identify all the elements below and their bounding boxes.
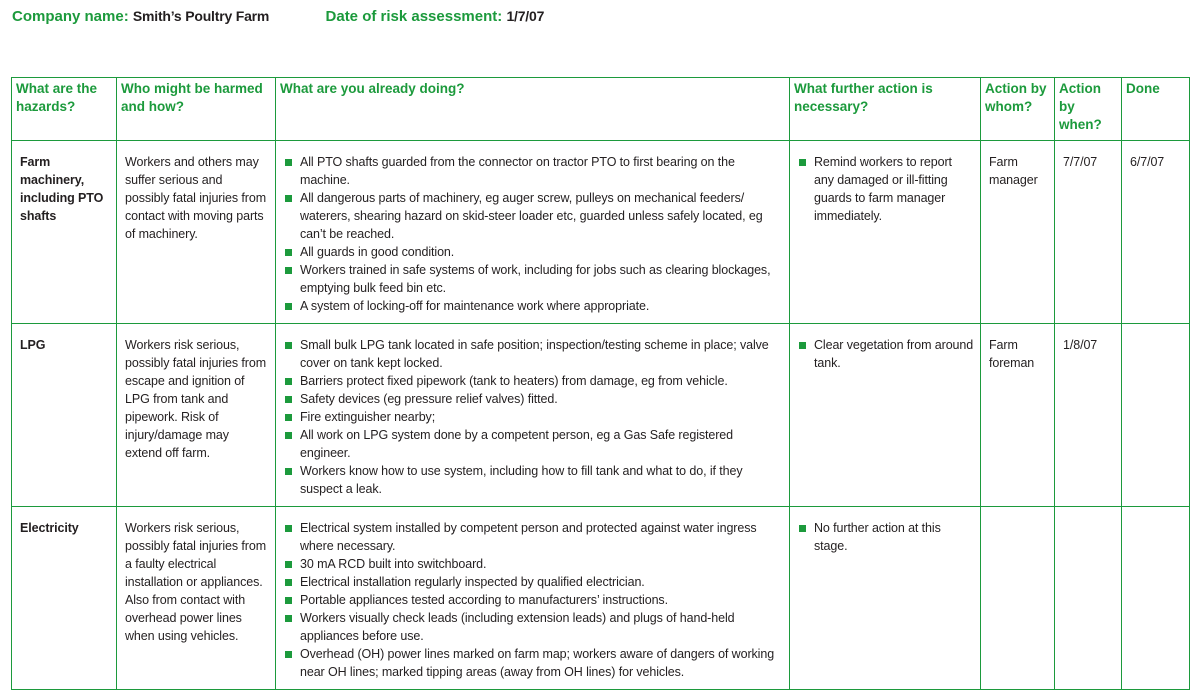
list-item: Barriers protect fixed pipework (tank to heaters) from damage, eg from vehicle. bbox=[284, 372, 783, 390]
list-item: Workers know how to use system, including how to fill tank and what to do, if they suspect a leak. bbox=[284, 462, 783, 498]
further-action-cell bbox=[790, 141, 981, 324]
list-item: Electrical system installed by competent person and protected against water ingress where necessary. bbox=[284, 519, 783, 555]
list-item: Workers trained in safe systems of work, including for jobs such as clearing blockages, emptying bulk feed bin etc. bbox=[284, 261, 783, 297]
by-when-cell bbox=[1055, 507, 1122, 690]
column-header-by-whom: Action by whom? bbox=[981, 78, 1055, 141]
hazard-cell: Farm machinery, including PTO shafts bbox=[12, 141, 117, 324]
document-header bbox=[12, 6, 544, 27]
list-item: A system of locking-off for maintenance work where appropriate. bbox=[284, 297, 783, 315]
further-action-cell bbox=[790, 507, 981, 690]
by-whom-cell: Farm foreman bbox=[981, 324, 1055, 507]
hazard-cell: Electricity bbox=[12, 507, 117, 690]
table-row bbox=[12, 141, 1190, 324]
list-item: Clear vegetation from around tank. bbox=[798, 336, 974, 372]
already-doing-cell bbox=[276, 141, 790, 324]
already-doing-cell bbox=[276, 507, 790, 690]
list-item: Small bulk LPG tank located in safe position; inspection/testing scheme in place; valve cover on tank kept locked. bbox=[284, 336, 783, 372]
company-name: Smith’s Poultry Farm bbox=[132, 8, 270, 24]
by-when-cell: 1/8/07 bbox=[1055, 324, 1122, 507]
list-item: No further action at this stage. bbox=[798, 519, 974, 555]
by-whom-cell bbox=[981, 507, 1055, 690]
company-label: Company name: bbox=[12, 8, 129, 25]
date-label: Date of risk assessment: bbox=[325, 8, 503, 25]
column-header-doing: What are you already doing? bbox=[276, 78, 790, 141]
further-action-cell bbox=[790, 324, 981, 507]
list-item: Workers visually check leads (including extension leads) and plugs of hand-held appliances before use. bbox=[284, 609, 783, 645]
hazard-cell: LPG bbox=[12, 324, 117, 507]
list-item: Remind workers to report any damaged or ill-fitting guards to farm manager immediately. bbox=[798, 153, 974, 225]
date-value: 1/7/07 bbox=[506, 8, 545, 24]
list-item: Overhead (OH) power lines marked on farm map; workers aware of dangers of working near OH lines; marked tipping areas (away from OH lines) for vehicles. bbox=[284, 645, 783, 681]
list-item: Fire extinguisher nearby; bbox=[284, 408, 783, 426]
column-header-further-action: What further action is necessary? bbox=[790, 78, 981, 141]
risk-assessment-table bbox=[11, 77, 1190, 690]
list-item: Electrical installation regularly inspected by qualified electrician. bbox=[284, 573, 783, 591]
who-harmed-cell: Workers risk serious, possibly fatal injuries from escape and ignition of LPG from tank and pipework. Risk of injury/damage may extend off farm. bbox=[117, 324, 276, 507]
table-row bbox=[12, 324, 1190, 507]
by-when-cell: 7/7/07 bbox=[1055, 141, 1122, 324]
list-item: All work on LPG system done by a competent person, eg a Gas Safe registered engineer. bbox=[284, 426, 783, 462]
list-item: All PTO shafts guarded from the connector on tractor PTO to first bearing on the machine. bbox=[284, 153, 783, 189]
list-item: Safety devices (eg pressure relief valves) fitted. bbox=[284, 390, 783, 408]
done-cell: 6/7/07 bbox=[1122, 141, 1190, 324]
column-header-hazards: What are the hazards? bbox=[12, 78, 117, 141]
list-item: Portable appliances tested according to manufacturers’ instructions. bbox=[284, 591, 783, 609]
list-item: All dangerous parts of machinery, eg auger screw, pulleys on mechanical feeders/ waterers, shearing hazard on skid-steer loader etc, guarded unless safely located, eg can’t be reached. bbox=[284, 189, 783, 243]
column-header-done: Done bbox=[1122, 78, 1190, 141]
table-header-row bbox=[12, 78, 1190, 141]
who-harmed-cell: Workers risk serious, possibly fatal injuries from a faulty electrical installation or appliances. Also from contact with overhead power lines when using vehicles. bbox=[117, 507, 276, 690]
table-row bbox=[12, 507, 1190, 690]
column-header-who: Who might be harmed and how? bbox=[117, 78, 276, 141]
who-harmed-cell: Workers and others may suffer serious and possibly fatal injuries from contact with moving parts of machinery. bbox=[117, 141, 276, 324]
list-item: 30 mA RCD built into switchboard. bbox=[284, 555, 783, 573]
by-whom-cell: Farm manager bbox=[981, 141, 1055, 324]
column-header-by-when: Action by when? bbox=[1055, 78, 1122, 141]
list-item: All guards in good condition. bbox=[284, 243, 783, 261]
done-cell bbox=[1122, 507, 1190, 690]
already-doing-cell bbox=[276, 324, 790, 507]
done-cell bbox=[1122, 324, 1190, 507]
